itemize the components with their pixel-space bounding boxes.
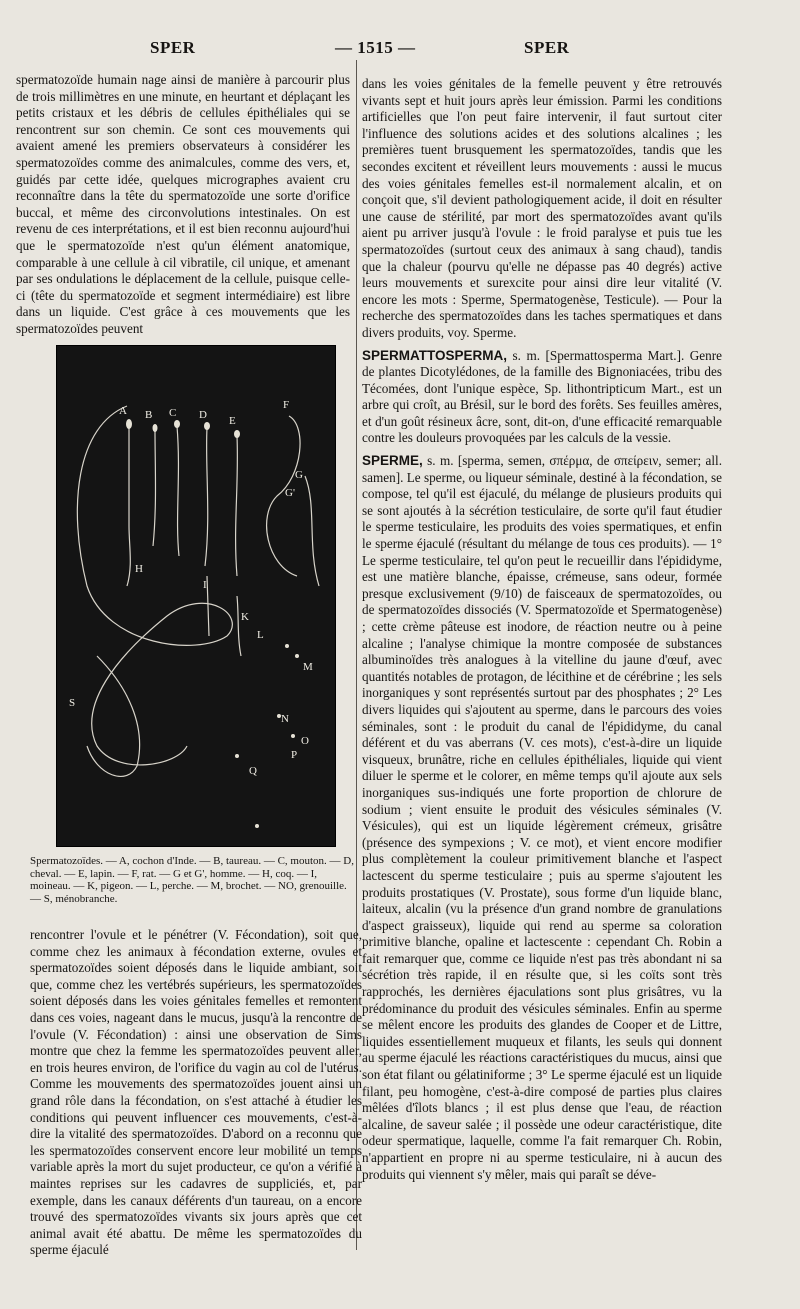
figure-stroke-b [153,430,156,546]
figure-label-b: B [145,409,153,421]
entry-body-spermattosperma: s. m. [Spermattosperma Mart.]. Genre de plantes Dicotylédones, de la famille des Bignoniacées, tribu des Técomées, dont l'unique espèce, Sp. lithontripticum Mart., est un arbre qui croît, au Brésil, sur le bord des forêts. Ses feuilles amères, et d'un goût résineux âcre, sont, dit-on, d'une efficacité remarquable contre les douleurs provoquées par les calculs de la vessie. [362,347,722,446]
paragraph-vitalite: dans les voies génitales de la femelle peuvent y être retrouvés vivants sept et huit jours après leur émission. Parmi les conditions artificielles que l'on peut faire intervenir, il faut surtout citer l'influence des solutions acides et des solutions alcalines ; les premières tuent brusquement les spermatozoïdes, tandis que les secondes excitent et réveillent leurs mouvements : aussi le mucus des voies génitales femelles est-il normalement alcalin, et on conçoit que, s'il devient pathologiquement acide, il doit en résulter une cause de stérilité, par mort des spermatozoïdes avant qu'ils aient pu arriver jusqu'à l'ovule : le froid paralyse et puis tue les spermatozoïdes (surtout ceux des animaux à sang chaud), tandis que la chaleur (pourvu qu'elle ne dépasse pas 40 degrés) active leurs mouvements et surexcite pour ainsi dire leur vitalité (V. encore les mots : Sperme, Spermatogenèse, Testicule). — Pour la recherche des spermatozoïdes dans les taches spermatiques et dans divers produits, voy. Sperme. [362,76,722,340]
figure-dot-2 [295,654,299,658]
figure-head-e [234,430,240,438]
paragraph-spermatozoide-mouvement: spermatozoïde humain nage ainsi de manière à parcourir plus de trois millimètres en une minute, en heurtant et déplaçant les petits cristaux et les débris de cellules épithéliales qui se rencontrent sur son chemin. Ce sont ces mouvements qui avaient amené les premiers observateurs à considérer les spermatozoïdes comme des animalcules, comme des vers, et, guidés par cette idée, quelques micrographes avaient cru reconnaître dans la tête du spermatozoïde une sorte d'orifice buccal, et même des circonvolutions intestinales. On est revenu de ces interprétations, et il est bien reconnu aujourd'hui que le spermatozoïde n'est qu'un élément anatomique, comparable à une cellule à cil vibratile, cil unique, et amenant par ses ondulations le déplacement de la cellule, puisque celle-ci (tête du spermatozoïde et segment intermédiaire) est libre dans un liquide. C'est grâce à ces mouvements que les spermatozoïdes peuvent [16,72,350,336]
figure-label-p: P [291,749,298,761]
figure-stroke-c [177,426,179,556]
figure-label-c: C [169,407,177,419]
figure-head-a [126,419,132,429]
figure-label-m: M [303,661,313,673]
figure-label-k: K [241,611,249,623]
figure-label-d: D [199,409,207,421]
running-head-right: SPER [524,38,570,57]
figure-stroke-e [236,436,238,576]
figure-illustration [57,346,335,846]
figure-dot-4 [291,734,295,738]
figure-stroke-i [207,576,209,636]
figure-label-h: H [135,563,143,575]
figure-label-a: A [119,405,127,417]
left-column-top [16,72,350,338]
figure-label-i: I [203,579,207,591]
right-column [362,76,722,1183]
spermatozoa-figure [56,345,336,847]
figure-label-n: N [281,713,289,725]
figure-dot-6 [255,824,259,828]
figure-dot-1 [285,644,289,648]
figure-head-b [153,424,158,432]
figure-head-d [204,422,210,430]
figure-dot-5 [235,754,239,758]
left-column-bottom [30,927,362,1259]
figure-label-g: G [295,469,303,481]
figure-label-s: S [69,697,76,709]
entry-headword-sperme: SPERME, [362,453,423,469]
page-number: — 1515 — [335,38,416,57]
running-head-left: SPER [150,38,196,57]
figure-label-o: O [301,735,309,747]
figure-head-c [174,420,180,428]
figure-stroke-s2 [87,656,140,776]
entry-sperme [362,453,722,1183]
figure-stroke-k [237,596,241,656]
figure-label-q: Q [249,765,257,777]
figure-stroke-f [267,416,300,576]
figure-caption: Spermatozoïdes. — A, cochon d'Inde. — B, taureau. — C, mouton. — D, cheval. — E, lapin. — F, rat. — G et G', homme. — H, coq. — I, moineau. — K, pigeon. — L, perche. — M, brochet. — NO, grenouille. — S, ménobranche. [30,855,354,905]
entry-body-sperme: s. m. [sperma, semen, σπέρμα, de σπείρειν, semer; all. samen]. Le sperme, ou liqueur séminale, destiné à la fécondation, se compose, tel qu'il est éjaculé, du mélange de plusieurs produits qui se sont ajoutés à la sécrétion testiculaire, de sorte qu'il faut étudier le sperme testiculaire, les produits des voies spermatiques, et enfin le sperme éjaculé (résultant du mélange de tous ces produits). — 1° Le sperme testiculaire, tel qu'on peut le recueillir dans l'épididyme, est une matière blanche, épaisse, crémeuse, sans odeur, formée presque exclusivement (9/10) de faisceaux de spermatozoïdes, ou de spermatozoïdes dissociés (V. Spermatozoïde et Spermatogenèse) ; cette crème pâteuse est inodore, de réaction neutre ou à peine alcaline ; l'analyse chimique la montre composée de substances albuminoïdes très analogues à la vitelline du jaune d'œuf, avec quantités notables de protagon, de lécithine et de cérébrine ; les sels inorganiques y sont représentés surtout par des phosphates ; 2° Les divers liquides qui s'ajoutent au sperme, dans le parcours des voies séminales, sont : le produit du canal de l'épididyme, du canal déférent et du vas aberrans (V. ces mots), c'est-à-dire un liquide visqueux, brunâtre, riche en cellules épithéliales, liquide qui vient diluer le sperme et le colorer, en même temps qu'il ajoute aux sels inorganiques sus-indiqués une forte proportion de chlorure de sodium ; vient ensuite le produit des vésicules séminales (V. Vésicules), qui est un liquide légèrement crémeux, grisâtre (présence des sympexions ; V. ce mot), et vient encore modifier plus complètement la couleur primitivement blanche et l'aspect lactescent du sperme testiculaire ; puis au sperme s'ajoutent les produits prostatiques (V. Prostate), sous forme d'un liquide blanc, laiteux, alcalin (vu la présence d'un grand nombre de granulations d'aspect graisseux), liquide qui rend au sperme sa coloration primitive blanche, opaline et lactescente : cependant Ch. Robin a fait remarquer que, comme ce liquide n'est pas très abondant ni sa sécrétion très rapide, il en résulte que, si les coïts sont très rapprochés, les dernières éjaculations sont plus grisâtres, vu la prédominance du produit des vésicules séminales. Enfin au sperme se mêlent encore les produits des glandes de Cooper et de Littre, liquides essentiellement muqueux et filants, les seuls qui donnent au sperme éjaculé les réactions caractéristiques du mucus, ainsi que son état filant ou gélatiniforme ; 3° Le sperme éjaculé est un liquide filant, peu homogène, c'est-à-dire composé de parties plus claires mêlées d'îlots blancs ; il est plus dense que l'eau, de réaction alcaline, de saveur salée ; il possède une odeur caractéristique, dite odeur spermatique, laquelle, comme l'a fait remarquer Ch. Robin, n'appartient en propre ni au sperme testiculaire, ni à aucun des produits qui viennent s'y mêler, mais qui paraît se déve- [362,453,722,1182]
figure-label-g-prime: G' [285,487,295,499]
entry-spermattosperma [362,348,722,448]
figure-stroke-d [205,428,208,566]
entry-headword-spermattosperma: SPERMATTOSPERMA, [362,347,508,363]
paragraph-fecondation: rencontrer l'ovule et le pénétrer (V. Fécondation), soit que, comme chez les animaux à fécondation externe, ovules et spermatozoïdes soient déposés dans le liquide ambiant, soit que, comme chez les vertébrés supérieurs, les spermatozoïdes soient déposés dans les voies génitales femelles et remontent dans ces voies, nageant dans le mucus, jusqu'à la rencontre de l'ovule (V. Fécondation) : ainsi une observation de Sims montre que chez la femme les spermatozoïdes peuvent aller, en trois heures environ, de l'orifice du vagin au col de l'utérus. Comme les mouvements des spermatozoïdes jouent ainsi un grand rôle dans la fécondation, on s'est attaché à étudier les conditions qui peuvent influencer ces mouvements, c'est-à-dire la vitalité des spermatozoïdes. D'abord on a reconnu que les spermatozoïdes conservent encore leur mobilité un temps variable après la mort du sujet producteur, ce qu'on a vérifié à maintes reprises sur les cadavres de suppliciés, et, par exemple, dans les canaux déférents d'un taureau, on a encore trouvé des spermatozoïdes vivants six jours après que cet animal avait été abattu. De même les spermatozoïdes du sperme éjaculé [30,927,362,1258]
figure-stroke-g [305,476,319,586]
figure-label-f: F [283,399,290,411]
figure-stroke-a [127,426,130,586]
figure-label-e: E [229,415,236,427]
figure-label-l: L [257,629,264,641]
